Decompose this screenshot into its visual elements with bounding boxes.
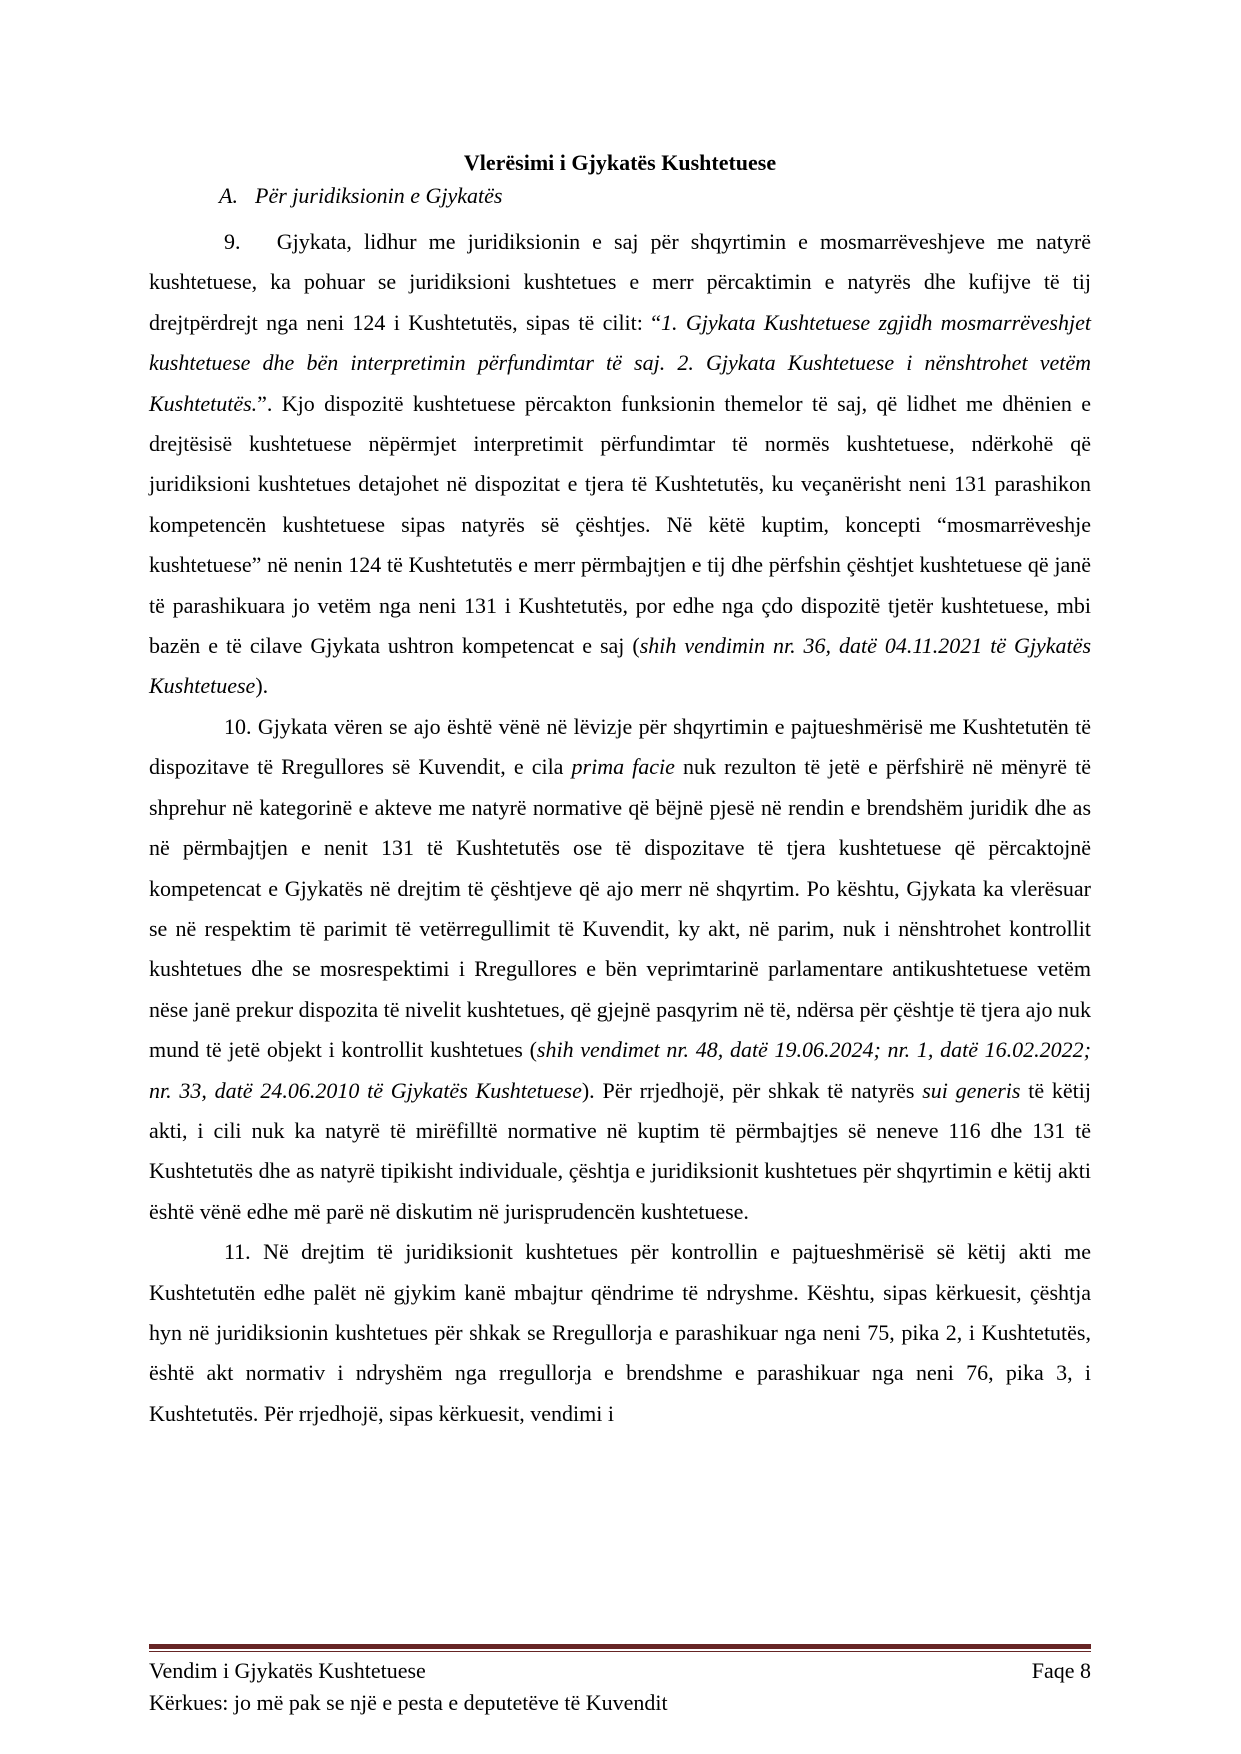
footer-document-title: Vendim i Gjykatës Kushtetuese xyxy=(149,1658,426,1683)
paragraph-10 xyxy=(149,707,1091,1232)
paragraph-text: Gjykata vëren se ajo është vënë në lëvizje për shqyrtimin e pajtueshmërisë me Kushtetutën të dispozitave të Rregullores së Kuvendit, e cila xyxy=(149,713,1092,780)
paragraph-text: nuk rezulton të jetë e përfshirë në mënyrë të shprehur në kategorinë e akteve me natyrë normative që bëjnë pjesë në rendin e brendshëm juridik dhe as në përmbajtjen e nenit 131 të Kushtetutës ose të dispozitave të tjera kushtetuese që përcaktojnë kompetencat e Gjykatës në drejtim të çështjeve që ajo merr në shqyrtim. Po kështu, Gjykata ka vlerësuar se në respektim të parimit të vetërregullimit të Kuvendit, ky akt, në parim, nuk i nënshtrohet kontrollit kushtetues dhe se mosrespektimi i Rregullores e bën veprimtarinë parlamentare antikushtetuese vetëm nëse janë prekur dispozita të nivelit kushtetues, që gjejnë pasqyrim në të, ndërsa për çështje të tjera ajo nuk mund të jetë objekt i kontrollit kushtetues ( xyxy=(149,754,1092,1063)
subsection-title: Për juridiksionin e Gjykatës xyxy=(255,183,503,208)
page-body xyxy=(149,148,1091,1434)
paragraph-text: Gjykata, lidhur me juridiksionin e saj për shqyrtimin e mosmarrëveshjeve me natyrë kushtetuese, ka pohuar se juridiksioni kushtetues e merr përcaktimin e natyrës dhe kufijve të tij drejtpërdrejt nga neni 124 i Kushtetutës, sipas të cilit: “ xyxy=(149,229,1091,335)
subsection-letter: A. xyxy=(219,183,238,208)
paragraph-11 xyxy=(149,1232,1091,1434)
section-title: Vlerësimi i Gjykatës Kushtetuese xyxy=(463,150,777,175)
subsection-heading xyxy=(149,181,1091,222)
paragraph-text: të këtij akti, i cili nuk ka natyrë të mirëfilltë normative në kuptim të përmbajtjes së neneve 116 dhe 131 të Kushtetutës dhe as natyrë tipikisht individuale, çështja e juridiksionit kushtetues për shqyrtimin e këtij akti është vënë edhe më parë në diskutim në jurisprudencën kushtetuese. xyxy=(149,1077,1091,1224)
paragraph-text: ). xyxy=(255,673,269,699)
paragraph-text: ). Për rrjedhojë, për shkak të natyrës xyxy=(581,1077,923,1103)
page-footer xyxy=(149,1655,1091,1719)
paragraph-number: 10. xyxy=(224,713,252,739)
quoted-article-text: 1. Gjykata Kushtetuese zgjidh mosmarrëveshjet kushtetuese dhe bën interpretimin përfundimtar të saj. 2. Gjykata Kushtetuese i nënshtrohet vetëm Kushtetutës. xyxy=(149,309,1091,416)
footer-divider xyxy=(149,1644,1091,1652)
footer-petitioner: Kërkues: jo më pak se një e pesta e deputetëve të Kuvendit xyxy=(149,1690,668,1715)
page-number: Faqe 8 xyxy=(1031,1658,1091,1683)
paragraph-text: Në drejtim të juridiksionit kushtetues për kontrollin e pajtueshmërisë së këtij akti me Kushtetutën edhe palët në gjykim kanë mbajtur qëndrime të ndryshme. Kështu, sipas kërkuesit, çështja hyn në juridiksionin kushtetues për shkak se Rregullorja e parashikuar nga neni 75, pika 2, i Kushtetutës, është akt normativ i ndryshëm nga rregullorja e brendshme e parashikuar nga neni 76, pika 3, i Kushtetutës. Për rrjedhojë, sipas kërkuesit, vendimi i xyxy=(149,1239,1092,1426)
case-citation: shih vendimet nr. 48, datë 19.06.2024; nr. 1, datë 16.02.2022; nr. 33, datë 24.06.2010 të Gjykatës Kushtetuese xyxy=(149,1037,1092,1103)
latin-term: sui generis xyxy=(922,1077,1021,1103)
paragraph-number: 11. xyxy=(224,1239,251,1265)
latin-term: prima facie xyxy=(571,754,675,780)
case-citation: shih vendimin nr. 36, datë 04.11.2021 të Gjykatës Kushtetuese xyxy=(149,633,1091,699)
paragraph-9 xyxy=(149,222,1091,707)
paragraph-text: ”. Kjo dispozitë kushtetuese përcakton funksionin themelor të saj, që lidhet me dhënien e drejtësisë kushtetuese nëpërmjet interpretimit përfundimtar të normës kushtetuese, ndërkohë që juridiksioni kushtetues detajohet në dispozitat e tjera të Kushtetutës, ku veçanërisht neni 131 parashikon kompetencën kushtetuese sipas natyrës së çështjes. Në këtë kuptim, koncepti “mosmarrëveshje kushtetuese” në nenin 124 të Kushtetutës e merr përmbajtjen e tij dhe përfshin çështjet kushtetuese që janë të parashikuara jo vetëm nga neni 131 i Kushtetutës, por edhe nga çdo dispozitë tjetër kushtetuese, mbi bazën e të cilave Gjykata ushtron kompetencat e saj ( xyxy=(149,390,1091,659)
paragraph-number: 9. xyxy=(224,229,241,254)
footer-rule-thin xyxy=(149,1651,1091,1652)
